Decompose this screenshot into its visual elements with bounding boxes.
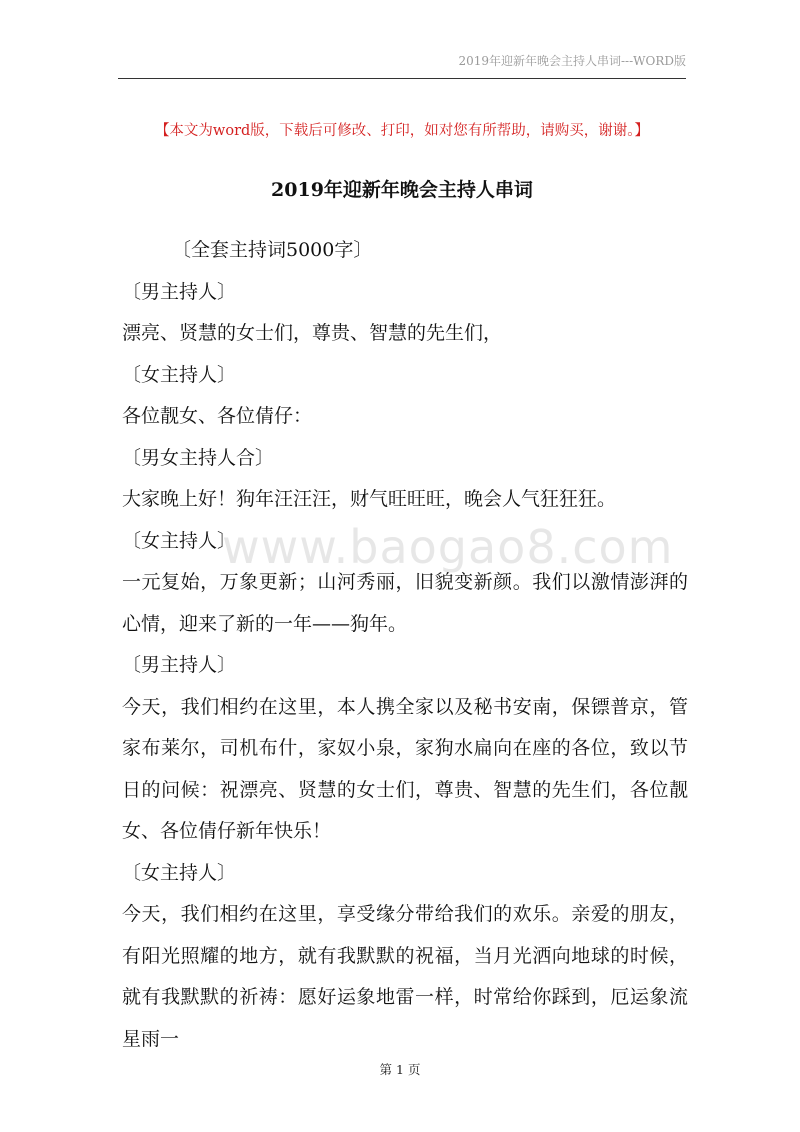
paragraph-word-count: 〔全套主持词5000字〕 — [172, 239, 373, 261]
page-number: 第 1 页 — [379, 1062, 421, 1077]
speaker-female-host: 〔女主持人〕 — [122, 363, 237, 386]
document-title: 2019年迎新年晚会主持人串词 — [271, 179, 533, 201]
running-title: 2019年迎新年晚会主持人串词---WORD版 — [458, 54, 686, 68]
paragraph: 今天，我们相约在这里，本人携全家以及秘书安南，保镖普京，管家布莱尔，司机布什，家奴小泉，家狗水扁向在座的各位，致以节日的问候：祝漂亮、贤慧的女士们，尊贵、智慧的先生们，各位靓女、各位倩仔新年快乐！ — [122, 695, 688, 842]
speaker-male-host: 〔男主持人〕 — [122, 654, 237, 676]
paragraph: 大家晚上好！狗年汪汪汪，财气旺旺旺，晚会人气狂狂狂。 — [122, 488, 617, 510]
paragraph: 漂亮、贤慧的女士们，尊贵、智慧的先生们， — [122, 322, 503, 344]
paragraph: 各位靓女、各位倩仔： — [122, 405, 313, 427]
speaker-both-hosts: 〔男女主持人合〕 — [122, 446, 275, 469]
speaker-female-host: 〔女主持人〕 — [122, 861, 237, 884]
purchase-notice: 【本文为word版，下载后可修改、打印，如对您有所帮助，请购买，谢谢。】 — [154, 123, 650, 139]
paragraph: 今天，我们相约在这里，享受缘分带给我们的欢乐。亲爱的朋友，有阳光照耀的地方，就有我默默的祝福，当月光洒向地球的时候，就有我默默的祈祷：愿好运象地雷一样，时常给你踩到，厄运象流星雨一 — [122, 903, 688, 1050]
document-body — [122, 230, 688, 1060]
running-header — [118, 52, 686, 79]
speaker-female-host: 〔女主持人〕 — [122, 529, 237, 552]
paragraph: 一元复始，万象更新；山河秀丽，旧貌变新颜。我们以激情澎湃的心情，迎来了新的一年——狗年。 — [122, 571, 688, 635]
speaker-male-host: 〔男主持人〕 — [122, 280, 237, 303]
watermark: www.baogao8.com — [222, 520, 674, 574]
